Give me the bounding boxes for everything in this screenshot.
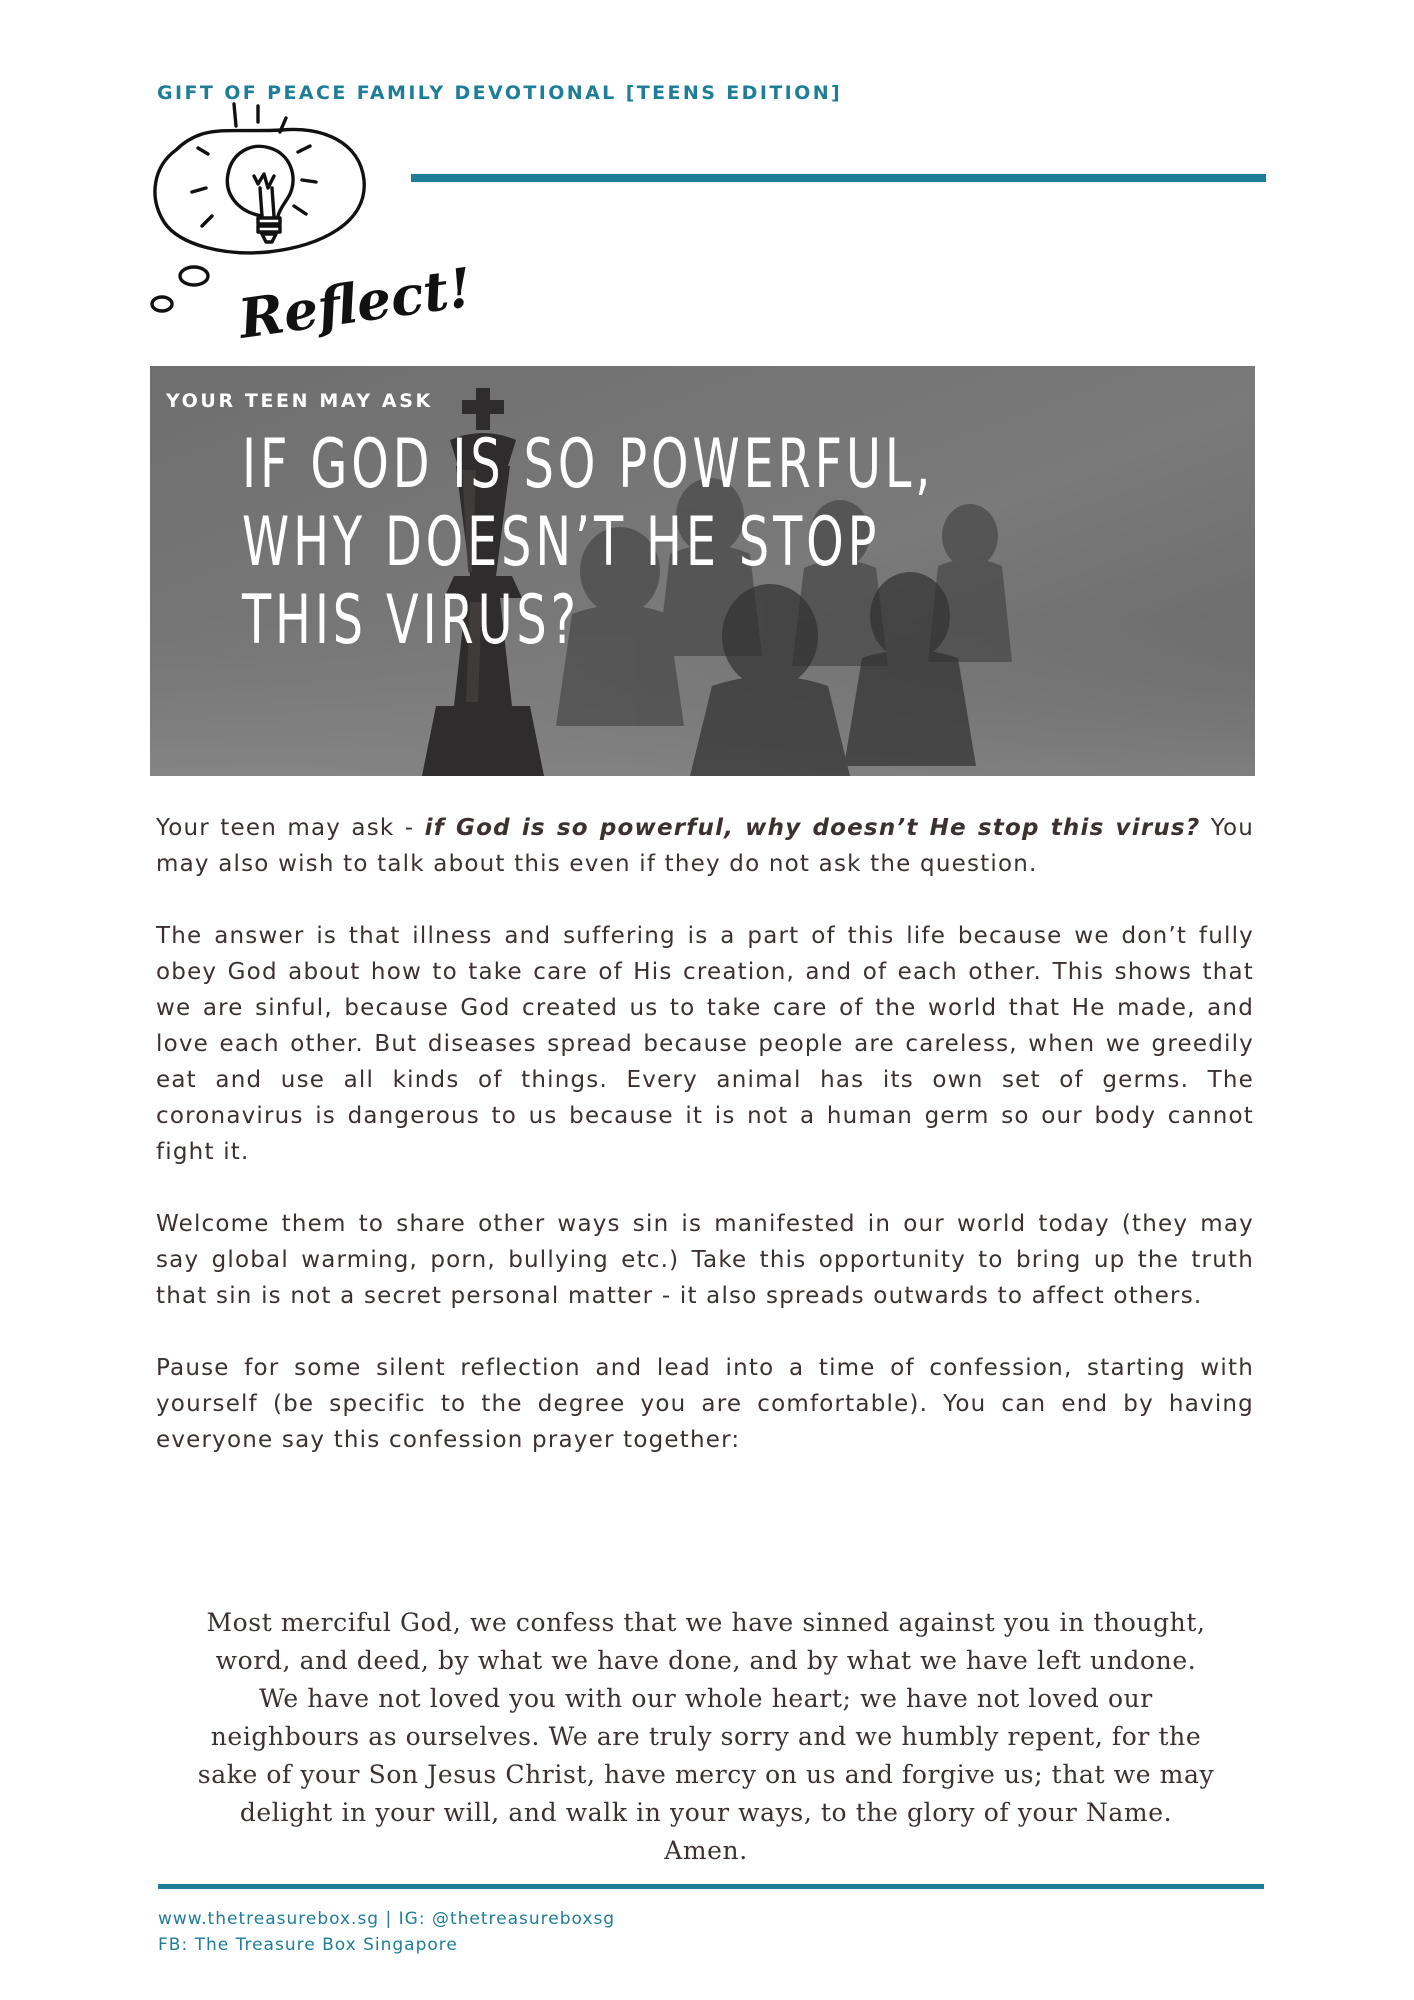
footer — [158, 1906, 615, 1958]
banner-heading — [242, 426, 1006, 660]
confession-prayer: Most merciful God, we confess that we have sinned against you in thought, word, and deed, by what we have done, and by what we have left undone. We have not loved you with our whole heart; we have not loved our neighbours as ourselves. We are truly sorry and we humbly repent, for the sake of your Son Jesus Christ, have mercy on us and forgive us; that we may delight in your will, and walk in your ways, to the glory of your Name. Amen. — [197, 1608, 1215, 1865]
body-copy — [156, 810, 1254, 1458]
footer-divider — [158, 1884, 1264, 1889]
teen-question: if God is so powerful, why doesn’t He stop this virus? — [424, 815, 1201, 841]
sharing-paragraph: Welcome them to share other ways sin is manifested in our world today (they may say global warming, porn, bullying etc.) Take this opportunity to bring up the truth that sin is not a secret personal matter - it also spreads outwards to affect others. — [156, 1211, 1254, 1309]
banner-heading-line: THIS VIRUS? — [242, 581, 580, 660]
intro-paragraph — [156, 810, 1254, 882]
question-banner — [150, 366, 1255, 776]
reflect-logo — [146, 104, 476, 351]
answer-paragraph: The answer is that illness and suffering is a part of this life because we don’t fully obey God about how to take care of His creation, and of each other. This shows that we are sinful, because God created us to take care of the world that He made, and love each other. But diseases spread because people are careless, when we greedily eat and use all kinds of things. Every animal has its own set of germs. The coronavirus is dangerous to us because it is not a human germ so our body cannot fight it. — [156, 923, 1254, 1165]
series-title: GIFT OF PEACE FAMILY DEVOTIONAL [TEENS EDITION] — [157, 82, 843, 104]
header-divider — [411, 174, 1266, 182]
footer-facebook: FB: The Treasure Box Singapore — [158, 1935, 458, 1955]
banner-heading-line: IF GOD IS SO POWERFUL, — [242, 425, 935, 504]
logo-text: Reflect! — [234, 254, 476, 351]
footer-web-instagram: www.thetreasurebox.sg | IG: @thetreasureboxsg — [158, 1909, 616, 1929]
intro-lead: Your teen may ask - — [156, 815, 425, 841]
banner-heading-line: WHY DOESN’T HE STOP — [242, 503, 881, 582]
banner-kicker: YOUR TEEN MAY ASK — [166, 390, 433, 412]
intro-rest: You may also wish to talk about this even if they do not ask the question. — [156, 815, 1254, 877]
confession-paragraph: Pause for some silent reflection and lead into a time of confession, starting with yourself (be specific to the degree you are comfortable). You can end by having everyone say this confession prayer together: — [156, 1355, 1254, 1453]
